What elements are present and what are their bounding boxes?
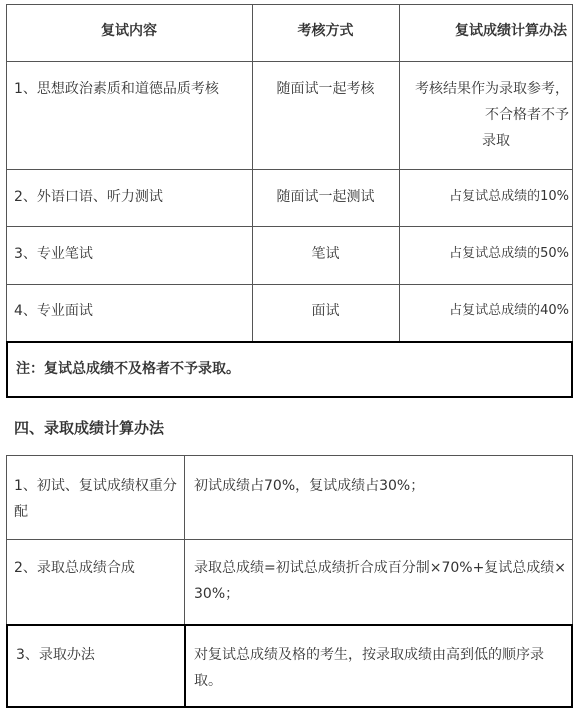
t2-row2-desc-line1: 录取总成绩=初试总成绩折合成百分制×70%+复试总成绩× <box>194 560 567 576</box>
note-box <box>6 341 573 398</box>
section-title: 四、录取成绩计算办法 <box>14 419 165 437</box>
row2-content: 2、外语口语、听力测试 <box>14 189 163 205</box>
t2-row2-label: 2、录取总成绩合成 <box>14 560 135 576</box>
row3-calc: 占复试总成绩的50% <box>449 246 569 261</box>
row2-calc: 占复试总成绩的10% <box>449 189 569 204</box>
col-divider <box>184 626 186 706</box>
table1-top-border <box>6 4 573 5</box>
col-divider <box>399 4 400 341</box>
row-divider <box>6 226 573 227</box>
row1-method: 随面试一起考核 <box>276 81 375 97</box>
col-divider <box>184 455 185 625</box>
note-text: 注：复试总成绩不及格者不予录取。 <box>16 361 240 377</box>
header-calc: 复试成绩计算办法 <box>455 23 567 39</box>
row3-content: 3、专业笔试 <box>14 246 93 262</box>
row-divider <box>6 61 573 62</box>
col-divider <box>572 455 573 625</box>
row4-method: 面试 <box>311 303 340 319</box>
row4-calc: 占复试总成绩的40% <box>449 303 569 318</box>
col-divider <box>6 455 7 625</box>
t2-row1-label-line1: 1、初试、复试成绩权重分 <box>14 478 177 494</box>
row1-calc-line1: 考核结果作为录取参考， <box>415 81 569 97</box>
header-content: 复试内容 <box>101 23 157 39</box>
t2-row3-desc-line2: 取。 <box>194 673 222 689</box>
col-divider <box>6 4 7 341</box>
t2-row1-label-line2: 配 <box>14 504 28 520</box>
row4-content: 4、专业面试 <box>14 303 93 319</box>
row-divider <box>6 284 573 285</box>
row1-calc-line2: 不合格者不予 <box>485 107 569 123</box>
row3-method: 笔试 <box>311 246 340 262</box>
t2-row2-desc-line2: 30%； <box>194 586 240 602</box>
t2-row1-desc: 初试成绩占70%，复试成绩占30%； <box>194 478 425 494</box>
row1-content: 1、思想政治素质和道德品质考核 <box>14 81 219 97</box>
t2-row3-box <box>6 624 573 708</box>
header-method: 考核方式 <box>297 23 354 39</box>
col-divider <box>572 4 573 341</box>
t2-row3-label: 3、录取办法 <box>16 647 95 663</box>
col-divider <box>252 4 253 341</box>
t2-row3-desc-line1: 对复试总成绩及格的考生，按录取成绩由高到低的顺序录 <box>194 647 544 663</box>
row-divider <box>6 169 573 170</box>
table2-top-border <box>6 455 573 456</box>
row1-calc-line3: 录取 <box>482 133 510 149</box>
row-divider <box>6 539 573 540</box>
row2-method: 随面试一起测试 <box>276 189 375 205</box>
